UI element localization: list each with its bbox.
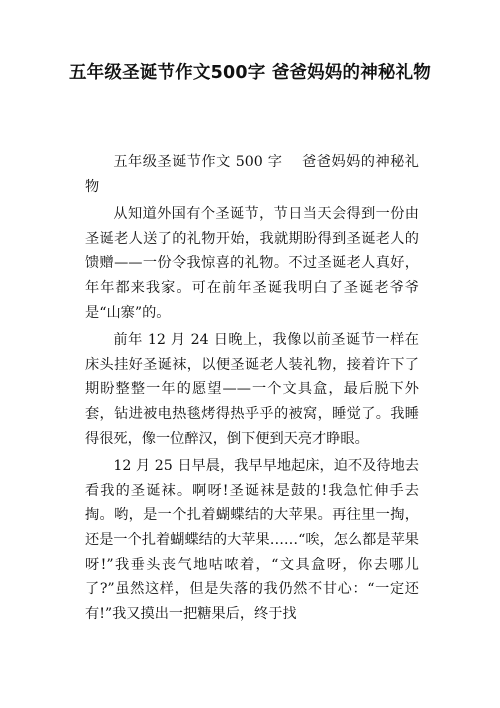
paragraph: 从知道外国有个圣诞节，节日当天会得到一份由圣诞老人送了的礼物开始，我就期盼得到圣诞老人的馈赠——一份令我惊喜的礼物。不过圣诞老人真好，年年都来我家。可在前年圣诞我明白了圣诞老爷爷是“山寨”的。 bbox=[85, 206, 419, 321]
document-title: 五年级圣诞节作文500字 爸爸妈妈的神秘礼物 bbox=[68, 63, 432, 83]
document-body bbox=[85, 150, 419, 629]
paragraph: 12 月 25 日早晨，我早早地起床，迫不及待地去看我的圣诞袜。啊呀!圣诞袜是鼓的!我急忙伸手去掏。哟，是一个扎着蝴蝶结的大苹果。再往里一掏，还是一个扎着蝴蝶结的大苹果……“唉，怎么都是苹果呀!”我垂头丧气地咕哝着，“文具盒呀，你去哪儿了?”虽然这样，但是失落的我仍然不甘心：“一定还有!”我又摸出一把糖果后，终于找 bbox=[85, 458, 419, 622]
paragraph-heading: 五年级圣诞节作文 500 字 爸爸妈妈的神秘礼物 bbox=[85, 154, 419, 195]
paragraph: 前年 12 月 24 日晚上，我像以前圣诞节一样在床头挂好圣诞袜，以便圣诞老人装礼物，接着许下了期盼整整一年的愿望——一个文具盒，最后脱下外套，钻进被电热毯烤得热乎乎的被窝，睡觉了。我睡得很死，像一位醉汉，倒下便到天亮才睁眼。 bbox=[85, 332, 419, 447]
